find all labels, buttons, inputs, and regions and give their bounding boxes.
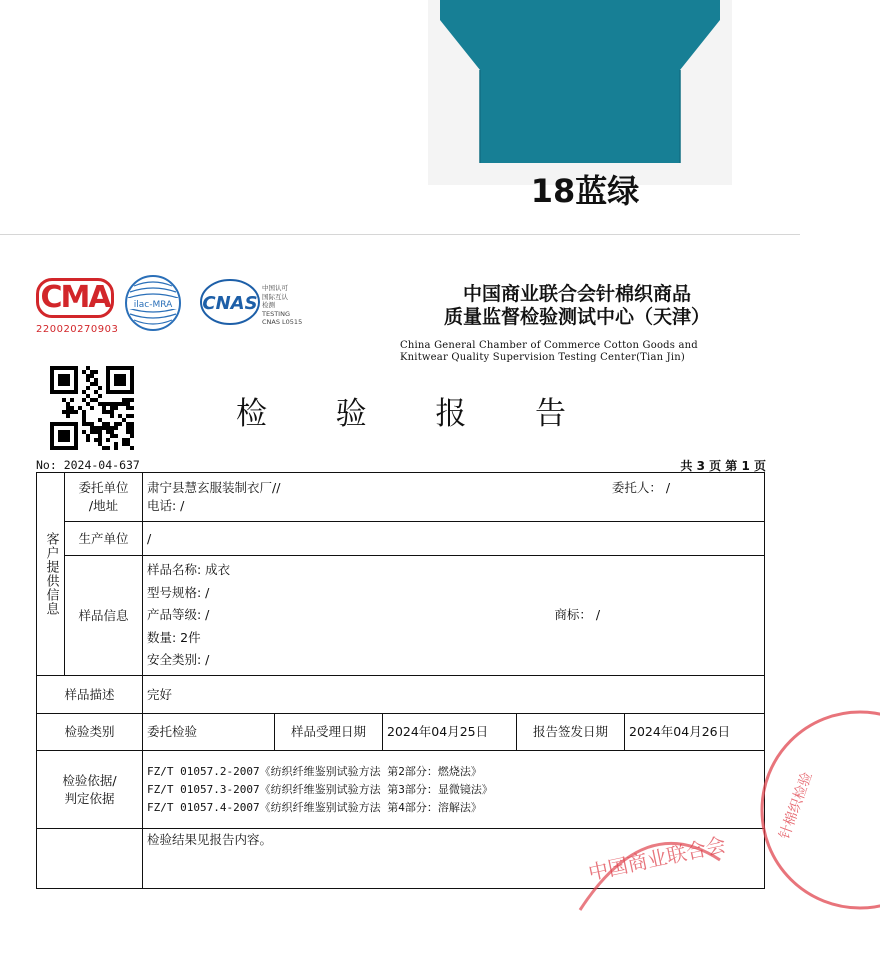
desc-value: 完好 [143, 676, 765, 714]
table-row [37, 522, 765, 556]
ilac-label: ilac-MRA [133, 300, 173, 310]
type-value: 委托检验 [143, 714, 275, 751]
cma-number: 220020270903 [36, 324, 119, 335]
cnas-line: CNAS L0515 [262, 318, 303, 326]
cma-logo [36, 278, 120, 335]
client-value: 肃宁县慧玄服装制衣厂// [147, 480, 281, 495]
organization-name-cn [402, 283, 752, 329]
cnas-emblem [200, 276, 262, 334]
cnas-line: 检测 [262, 301, 275, 309]
basis-label: 检验依据/ 判定依据 [37, 751, 143, 829]
product-banner [0, 0, 800, 235]
basis-line: FZ/T 01057.2-2007《纺织纤维鉴别试验方法 第2部分：燃烧法》 [147, 764, 482, 778]
issue-label: 报告签发日期 [517, 714, 625, 751]
report-number: No: 2024-04-637 [36, 458, 140, 472]
stamp-text: 中国商业联合会 [586, 832, 728, 885]
shirt-swatch-image [440, 0, 720, 163]
title-char: 报 [435, 396, 467, 432]
table-row [37, 751, 765, 829]
table-row [37, 676, 765, 714]
sample-info-cell [143, 556, 765, 676]
org-cn-line1: 中国商业联合会针棉织商品 [462, 283, 691, 305]
received-label: 样品受理日期 [275, 714, 383, 751]
result-value: 检验结果见报告内容。 [143, 829, 765, 889]
trademark: 商标： / [554, 607, 601, 623]
page-count: 共 3 页 第 1 页 [680, 459, 766, 473]
sample-grade-row [147, 604, 760, 627]
qr-code [50, 366, 134, 450]
stamp-side-text: 针棉织检验 [776, 770, 816, 842]
report-title [236, 388, 566, 433]
title-char: 检 [236, 396, 267, 432]
cnas-mark: CNAS [202, 293, 258, 314]
table-row [37, 556, 765, 676]
report-table [36, 472, 765, 889]
side-label: 客户提供信息 [37, 473, 65, 676]
table-row [37, 829, 765, 889]
table-row [37, 714, 765, 751]
client-cell [143, 473, 765, 522]
issue-date: 2024年04月26日 [625, 714, 765, 751]
cnas-line: 中国认可 [262, 284, 288, 292]
cma-mark: CMA [36, 278, 114, 318]
received-date: 2024年04月25日 [383, 714, 517, 751]
producer-value: / [143, 522, 765, 556]
sample-grade: 产品等级: / [147, 607, 210, 623]
sample-info-label: 样品信息 [65, 556, 143, 676]
sample-quantity: 数量: 2件 [147, 629, 201, 645]
org-cn-line2: 质量监督检验测试中心（天津） [443, 306, 710, 328]
organization-name-en [400, 340, 698, 364]
cnas-line: 国际互认 [262, 292, 288, 301]
safety-category: 安全类别: / [147, 652, 210, 668]
title-char: 验 [335, 396, 367, 432]
phone-value: 电话: / [147, 498, 185, 513]
producer-label: 生产单位 [65, 522, 143, 556]
cnas-text [262, 284, 302, 327]
result-label [37, 829, 143, 889]
desc-label: 样品描述 [37, 676, 143, 714]
org-en-line2: Knitwear Quality Supervision Testing Center(Tian Jin) [400, 352, 685, 363]
basis-cell [143, 751, 765, 829]
org-en-line1: China General Chamber of Commerce Cotton Goods and [400, 340, 698, 351]
title-char: 告 [534, 396, 566, 432]
basis-line: FZ/T 01057.4-2007《纺织纤维鉴别试验方法 第4部分：溶解法》 [147, 800, 482, 814]
sample-name: 样品名称: 成衣 [147, 562, 231, 578]
cnas-line: TESTING [262, 309, 290, 318]
sample-model: 型号规格: / [147, 584, 210, 600]
client-person: 委托人： / [611, 480, 671, 495]
ilac-mra-logo [124, 274, 182, 332]
client-label: 委托单位 /地址 [65, 473, 143, 522]
color-caption: 18蓝绿 [530, 172, 640, 210]
type-label: 检验类别 [37, 714, 143, 751]
table-row [37, 473, 765, 522]
basis-line: FZ/T 01057.3-2007《纺织纤维鉴别试验方法 第3部分：显微镜法》 [147, 782, 493, 796]
